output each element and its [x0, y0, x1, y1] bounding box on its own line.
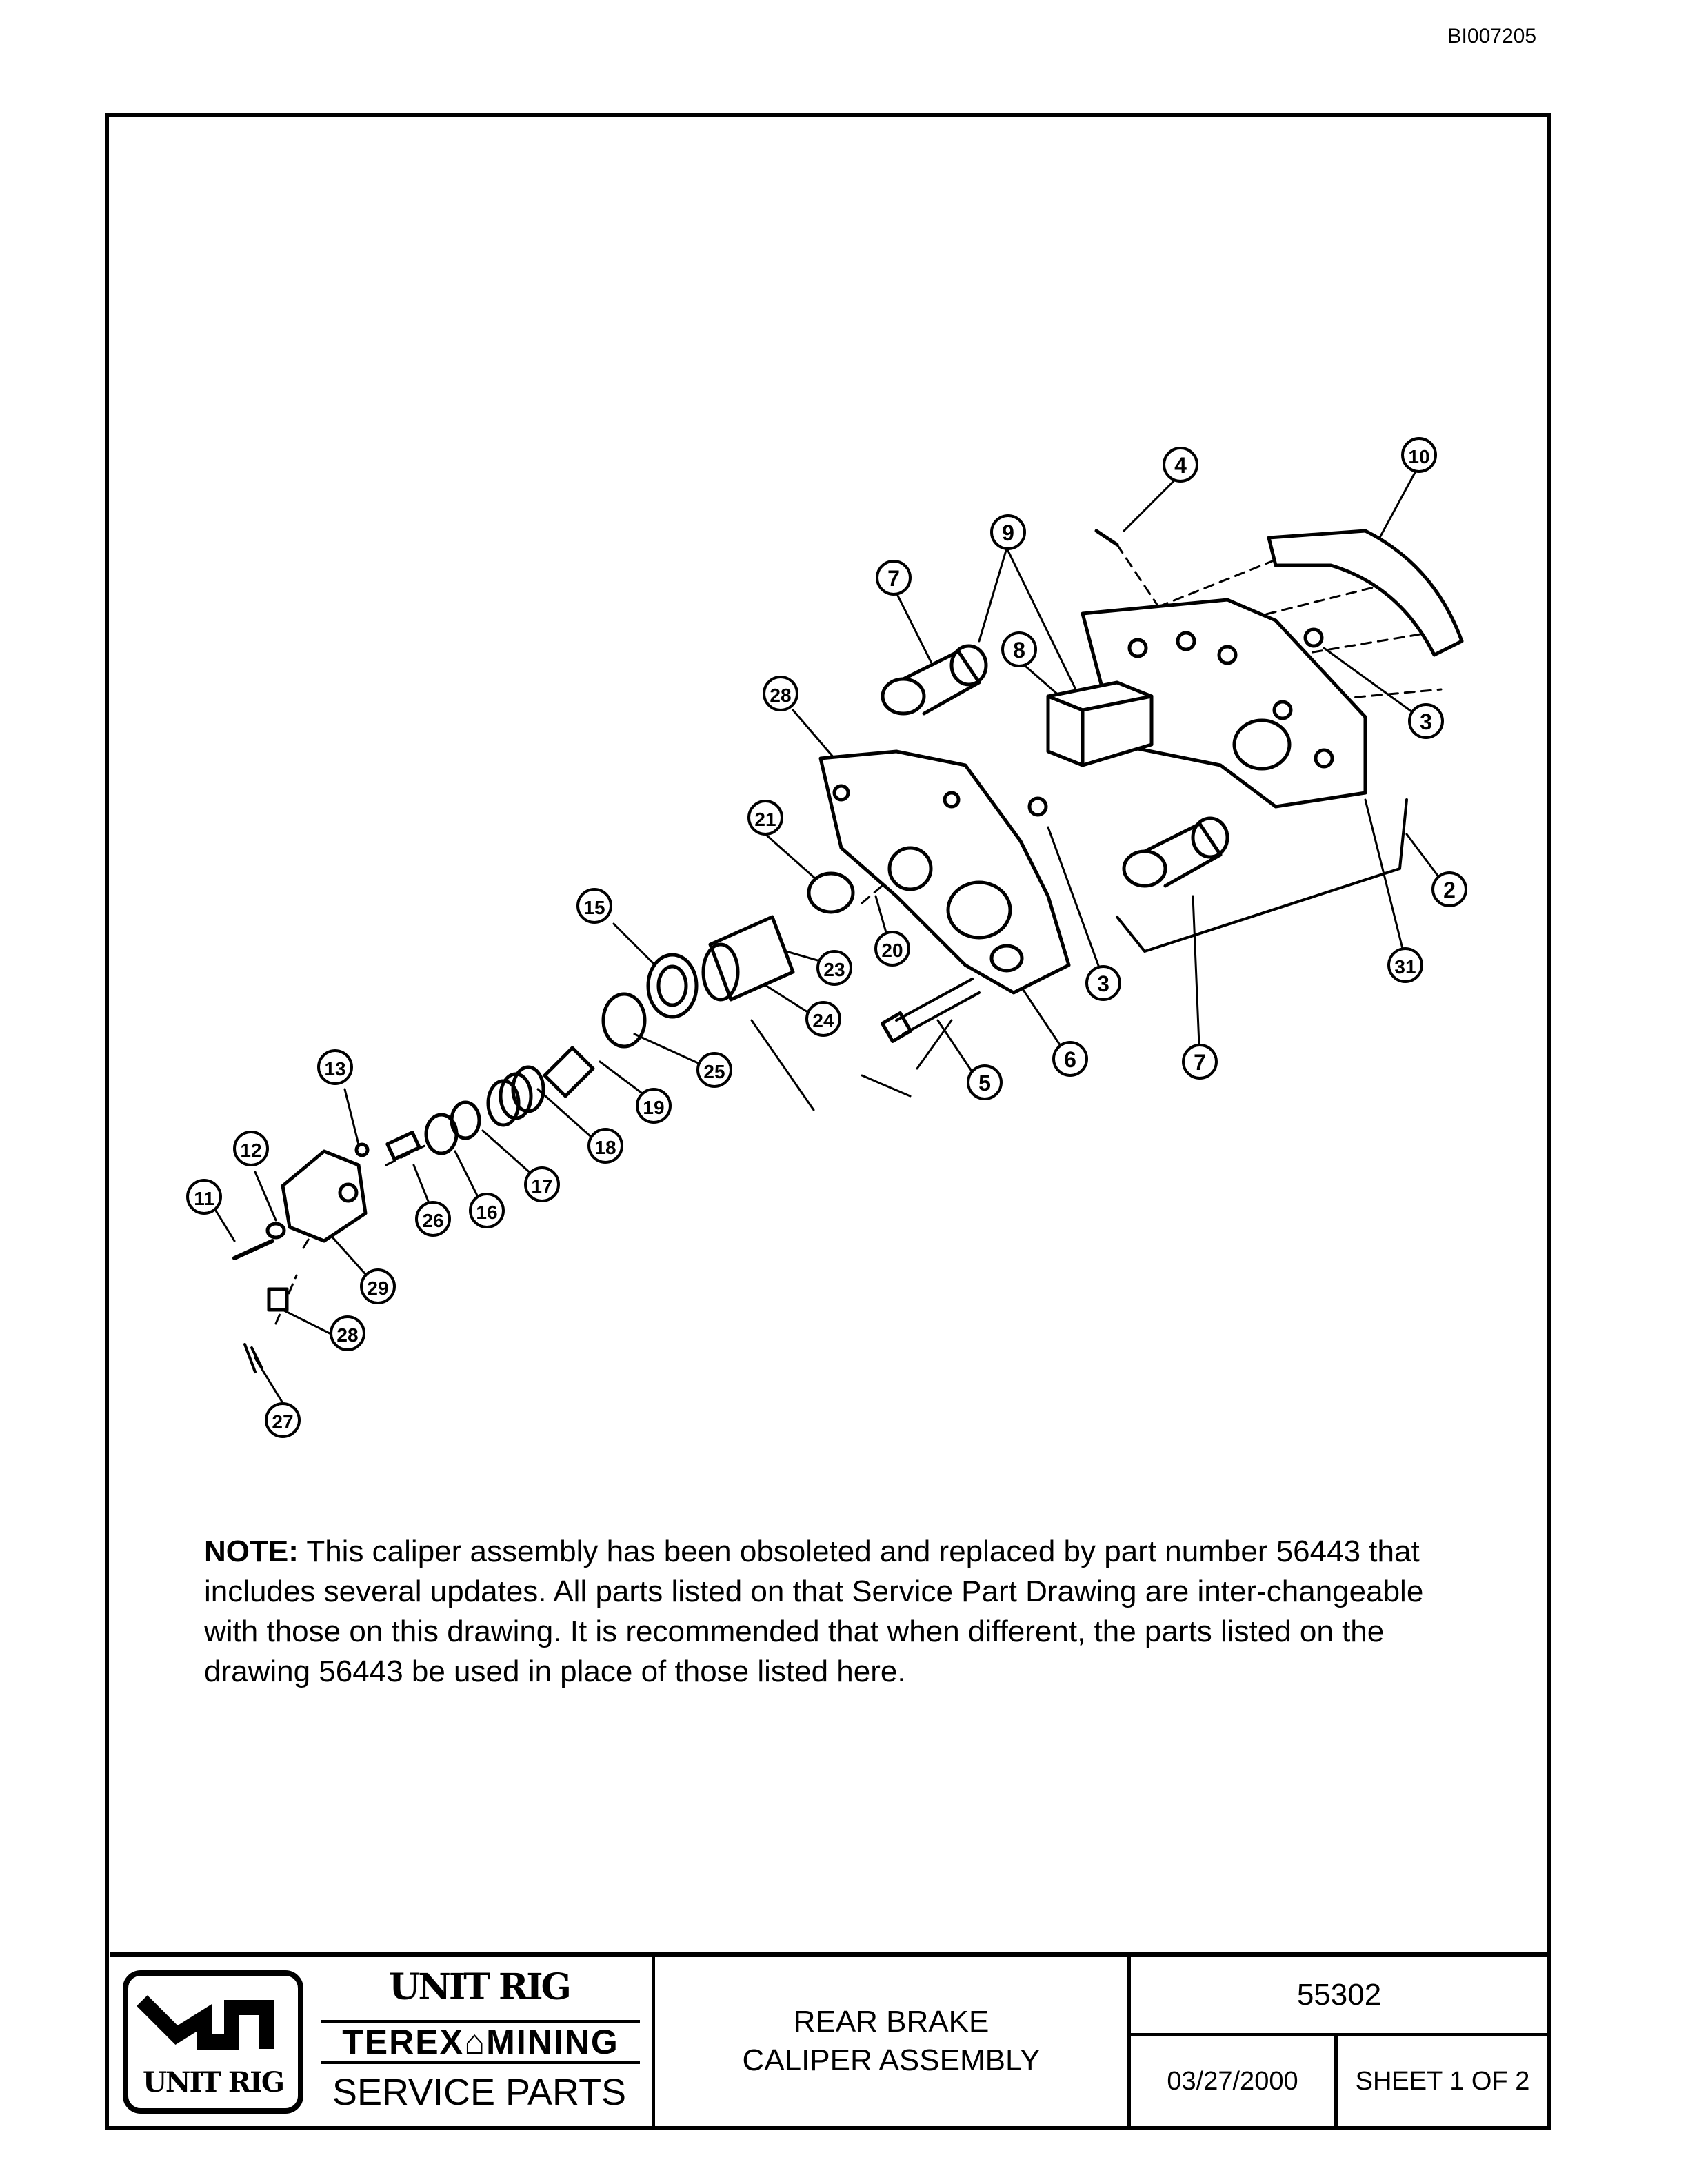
plug — [388, 1133, 419, 1160]
svg-text:3: 3 — [1420, 709, 1432, 734]
callout-23 — [234, 1132, 268, 1165]
svg-text:8: 8 — [1013, 638, 1025, 663]
svg-text:21: 21 — [754, 809, 776, 830]
note-text: This caliper assembly has been obsoleted and replaced by part number 56443 that includes several updates. All parts listed on that Service Part Drawing are inter-changeable with those on this drawing. It is recommended that when different, the parts listed on the drawing 56443 be used in place of those listed here. — [204, 1535, 1424, 1688]
sheet-number: SHEET 1 OF 2 — [1355, 2066, 1530, 2096]
callout-14 — [1087, 967, 1120, 1000]
callout-11 — [876, 932, 909, 965]
callout-3 — [992, 516, 1025, 549]
part-number: 55302 — [1131, 1957, 1547, 2036]
pin-lower — [1124, 818, 1227, 886]
callout-25 — [188, 1180, 221, 1213]
callout-17 — [1183, 1045, 1216, 1078]
fitting-upper — [1305, 629, 1322, 646]
svg-text:17: 17 — [531, 1175, 553, 1197]
fitting — [269, 1289, 287, 1310]
screw — [1096, 531, 1117, 545]
svg-text:3: 3 — [1097, 971, 1109, 996]
document-id: BI007205 — [1447, 25, 1536, 48]
drawing-title-cell — [655, 1957, 1131, 2126]
obsolescence-note — [204, 1532, 1445, 1692]
callouts — [188, 438, 1466, 1437]
drawing-date: 03/27/2000 — [1131, 2036, 1338, 2126]
svg-text:28: 28 — [336, 1324, 359, 1346]
svg-text:15: 15 — [583, 897, 605, 918]
callout-19 — [968, 1066, 1001, 1099]
svg-text:7: 7 — [1194, 1050, 1206, 1075]
svg-text:18: 18 — [594, 1137, 616, 1158]
callout-18 — [698, 1053, 731, 1086]
unit-rig-logo-mark — [128, 1980, 298, 2063]
callout-28 — [361, 1270, 394, 1303]
callout-4 — [877, 561, 910, 594]
callout-27 — [416, 1202, 450, 1235]
callout-1 — [1164, 448, 1197, 481]
callout-12 — [1389, 949, 1422, 982]
callout-8 — [749, 801, 782, 834]
svg-text:26: 26 — [422, 1210, 444, 1231]
svg-text:6: 6 — [1064, 1047, 1076, 1072]
svg-text:10: 10 — [1408, 446, 1430, 467]
cover-bolt — [234, 1241, 272, 1258]
svg-text:27: 27 — [272, 1411, 294, 1433]
svg-text:11: 11 — [194, 1188, 214, 1209]
title-block — [110, 1952, 1547, 2130]
svg-text:4: 4 — [1174, 453, 1187, 478]
callout-29 — [331, 1317, 364, 1350]
callout-9 — [1433, 873, 1466, 906]
svg-text:25: 25 — [703, 1061, 725, 1082]
callout-7 — [1409, 705, 1443, 738]
callout-21 — [637, 1089, 670, 1122]
svg-text:29: 29 — [367, 1277, 389, 1299]
pin-upper — [883, 646, 986, 714]
svg-text:31: 31 — [1394, 956, 1416, 978]
piston-head — [545, 1048, 593, 1096]
callout-5 — [1003, 633, 1036, 666]
svg-text:7: 7 — [887, 566, 900, 591]
title-line-1: REAR BRAKE — [793, 2005, 989, 2039]
cap — [809, 873, 853, 912]
svg-text:13: 13 — [324, 1058, 346, 1080]
svg-text:2: 2 — [1443, 878, 1456, 902]
logo-text: UNIT RIG — [143, 2066, 283, 2099]
cover-washer — [268, 1224, 284, 1237]
svg-text:19: 19 — [643, 1097, 665, 1118]
bushing — [648, 955, 696, 1017]
svg-text:20: 20 — [881, 940, 903, 961]
callout-10 — [578, 889, 611, 922]
callout-6 — [764, 677, 797, 710]
callout-13 — [818, 951, 851, 984]
svg-text:24: 24 — [812, 1010, 834, 1031]
title-line-2: CALIPER ASSEMBLY — [742, 2043, 1041, 2077]
inner-housing — [821, 751, 1069, 993]
callout-30 — [266, 1404, 299, 1437]
fitting-lower — [1029, 798, 1046, 815]
callout-20 — [319, 1051, 352, 1084]
note-label: NOTE: — [204, 1535, 299, 1568]
callout-26 — [470, 1194, 503, 1227]
logo-cell — [110, 1957, 655, 2126]
callout-15 — [807, 1002, 840, 1035]
svg-text:5: 5 — [978, 1071, 991, 1095]
brand-terex-mining: TEREX⌂MINING — [321, 2020, 640, 2064]
svg-text:28: 28 — [770, 685, 792, 706]
unit-rig-logo — [123, 1970, 303, 2114]
callout-2 — [1403, 438, 1436, 472]
retaining-ring — [426, 1115, 456, 1153]
brand-service-parts: SERVICE PARTS — [332, 2072, 627, 2113]
block — [1048, 682, 1152, 765]
callout-22 — [589, 1129, 622, 1162]
callout-16 — [1054, 1042, 1087, 1075]
svg-text:12: 12 — [240, 1140, 262, 1161]
brand-unit-rig: UNIT RIG — [389, 1966, 570, 2008]
svg-text:9: 9 — [1002, 520, 1014, 545]
leader-lines — [207, 469, 1448, 1403]
lining-plate — [1269, 531, 1462, 655]
spring — [488, 1067, 543, 1125]
piston — [710, 917, 793, 1000]
callout-24 — [525, 1168, 559, 1201]
svg-text:23: 23 — [823, 959, 845, 980]
bleeder — [245, 1344, 262, 1372]
seal — [603, 994, 645, 1046]
o-ring — [356, 1144, 368, 1155]
cover — [283, 1151, 365, 1241]
svg-text:16: 16 — [476, 1202, 498, 1223]
